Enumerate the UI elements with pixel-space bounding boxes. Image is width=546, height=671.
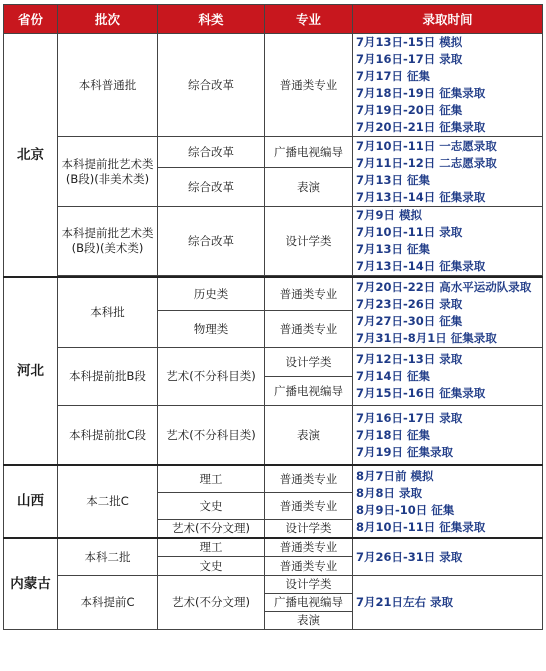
major-cell: 普通类专业: [265, 538, 353, 557]
batch-cell: 本科提前批B段: [58, 348, 158, 406]
batch-cell: 本科提前C: [58, 576, 158, 630]
header-row: [4, 5, 543, 34]
time-cell: [353, 207, 543, 276]
major-cell: 普通类专业: [265, 557, 353, 576]
time-cell: [353, 277, 543, 348]
major-cell: 普通类专业: [265, 277, 353, 311]
header-time: 录取时间: [353, 5, 543, 34]
major-cell: 设计学类: [265, 348, 353, 377]
batch-line: 本科提前批艺术类: [61, 226, 154, 240]
table-row: [4, 137, 543, 168]
major-cell: 表演: [265, 406, 353, 466]
major-cell: 广播电视编导: [265, 137, 353, 168]
table-row: [4, 406, 543, 466]
category-cell: 物理类: [158, 311, 265, 348]
time-entry: 7月12日-13日 录取: [356, 352, 463, 366]
table-row: [4, 34, 543, 137]
category-cell: 历史类: [158, 277, 265, 311]
time-entry: 8月10日-11日 征集录取: [356, 519, 486, 534]
major-cell: 广播电视编导: [265, 594, 353, 612]
time-entry: 7月23日-26日 录取: [356, 296, 463, 311]
major-cell: 普通类专业: [265, 311, 353, 348]
batch-cell: 本二批C: [58, 465, 158, 538]
table-row: [4, 538, 543, 557]
time-entry: 7月19日 征集录取: [356, 444, 454, 459]
category-cell: 理工: [158, 465, 265, 493]
major-cell: 广播电视编导: [265, 377, 353, 406]
time-entry: 7月15日-16日 征集录取: [356, 386, 486, 400]
time-cell: [353, 465, 543, 538]
time-cell: [353, 406, 543, 466]
time-entry: 7月21日左右 录取: [356, 595, 454, 609]
major-cell: 普通类专业: [265, 34, 353, 137]
time-entry: 7月13日 征集: [356, 172, 431, 187]
time-entry: 7月18日-19日 征集录取: [356, 86, 486, 100]
table-row: [4, 465, 543, 493]
time-entry: 7月27日-30日 征集: [356, 313, 463, 328]
header-category: 科类: [158, 5, 265, 34]
time-entry: 8月9日-10日 征集: [356, 502, 455, 517]
time-cell: [353, 34, 543, 137]
batch-cell: 本科提前批C段: [58, 406, 158, 466]
header-major: 专业: [265, 5, 353, 34]
category-cell: 艺术(不分科目类): [158, 348, 265, 406]
batch-cell: 本科批: [58, 277, 158, 348]
major-cell: 表演: [265, 612, 353, 630]
table-row: [4, 576, 543, 594]
province-cell: 北京: [4, 34, 58, 278]
batch-cell: 本科二批: [58, 538, 158, 576]
time-entry: 7月17日 征集: [356, 69, 431, 83]
time-cell: [353, 538, 543, 576]
province-cell: 山西: [4, 465, 58, 538]
major-cell: 设计学类: [265, 576, 353, 594]
major-cell: 设计学类: [265, 207, 353, 276]
category-cell: 艺术(不分科目类): [158, 406, 265, 466]
table-row: [4, 277, 543, 311]
table-row: [4, 348, 543, 377]
batch-line: (B段)(非美术类): [65, 171, 150, 186]
time-entry: 7月9日 模拟: [356, 208, 423, 222]
major-cell: 普通类专业: [265, 465, 353, 493]
time-cell: [353, 137, 543, 207]
time-entry: 7月14日 征集: [356, 369, 431, 383]
time-entry: 7月13日-15日 模拟: [356, 35, 463, 49]
time-cell: [353, 348, 543, 406]
category-cell: 文史: [158, 493, 265, 520]
time-cell: [353, 576, 543, 630]
time-entry: 7月10日-11日 录取: [356, 225, 463, 239]
category-cell: 文史: [158, 557, 265, 576]
batch-line: 本科提前批艺术类: [61, 156, 154, 171]
time-entry: 7月16日-17日 录取: [356, 410, 463, 425]
category-cell: 综合改革: [158, 168, 265, 207]
major-cell: 普通类专业: [265, 493, 353, 520]
time-entry: 7月16日-17日 录取: [356, 52, 463, 66]
category-cell: 综合改革: [158, 34, 265, 137]
batch-line: (B段)(美术类): [71, 241, 144, 255]
province-cell: 内蒙古: [4, 538, 58, 630]
batch-cell: [58, 207, 158, 276]
time-entry: 7月18日 征集: [356, 427, 431, 442]
time-entry: 7月13日 征集: [356, 242, 431, 256]
time-entry: 7月13日-14日 征集录取: [356, 189, 486, 204]
time-entry: 8月8日 录取: [356, 485, 423, 500]
category-cell: 综合改革: [158, 207, 265, 276]
time-entry: 7月13日-14日 征集录取: [356, 259, 486, 273]
time-entry: 7月19日-20日 征集: [356, 103, 463, 117]
admission-schedule-table: [3, 4, 543, 630]
time-entry: 7月31日-8月1日 征集录取: [356, 330, 497, 345]
province-cell: 河北: [4, 277, 58, 465]
time-entry: 8月7日前 模拟: [356, 468, 434, 483]
major-cell: 表演: [265, 168, 353, 207]
category-cell: 综合改革: [158, 137, 265, 168]
category-cell: 理工: [158, 538, 265, 557]
header-batch: 批次: [58, 5, 158, 34]
time-entry: 7月11日-12日 二志愿录取: [356, 155, 497, 170]
batch-cell: 本科普通批: [58, 34, 158, 137]
category-cell: 艺术(不分文理): [158, 576, 265, 630]
category-cell: 艺术(不分文理): [158, 520, 265, 539]
time-entry: 7月10日-11日 一志愿录取: [356, 138, 497, 153]
major-cell: 设计学类: [265, 520, 353, 539]
time-entry: 7月20日-21日 征集录取: [356, 120, 486, 134]
time-entry: 7月26日-31日 录取: [356, 549, 463, 564]
table-row: [4, 207, 543, 276]
batch-cell: [58, 137, 158, 207]
header-province: 省份: [4, 5, 58, 34]
time-entry: 7月20日-22日 高水平运动队录取: [356, 279, 532, 294]
